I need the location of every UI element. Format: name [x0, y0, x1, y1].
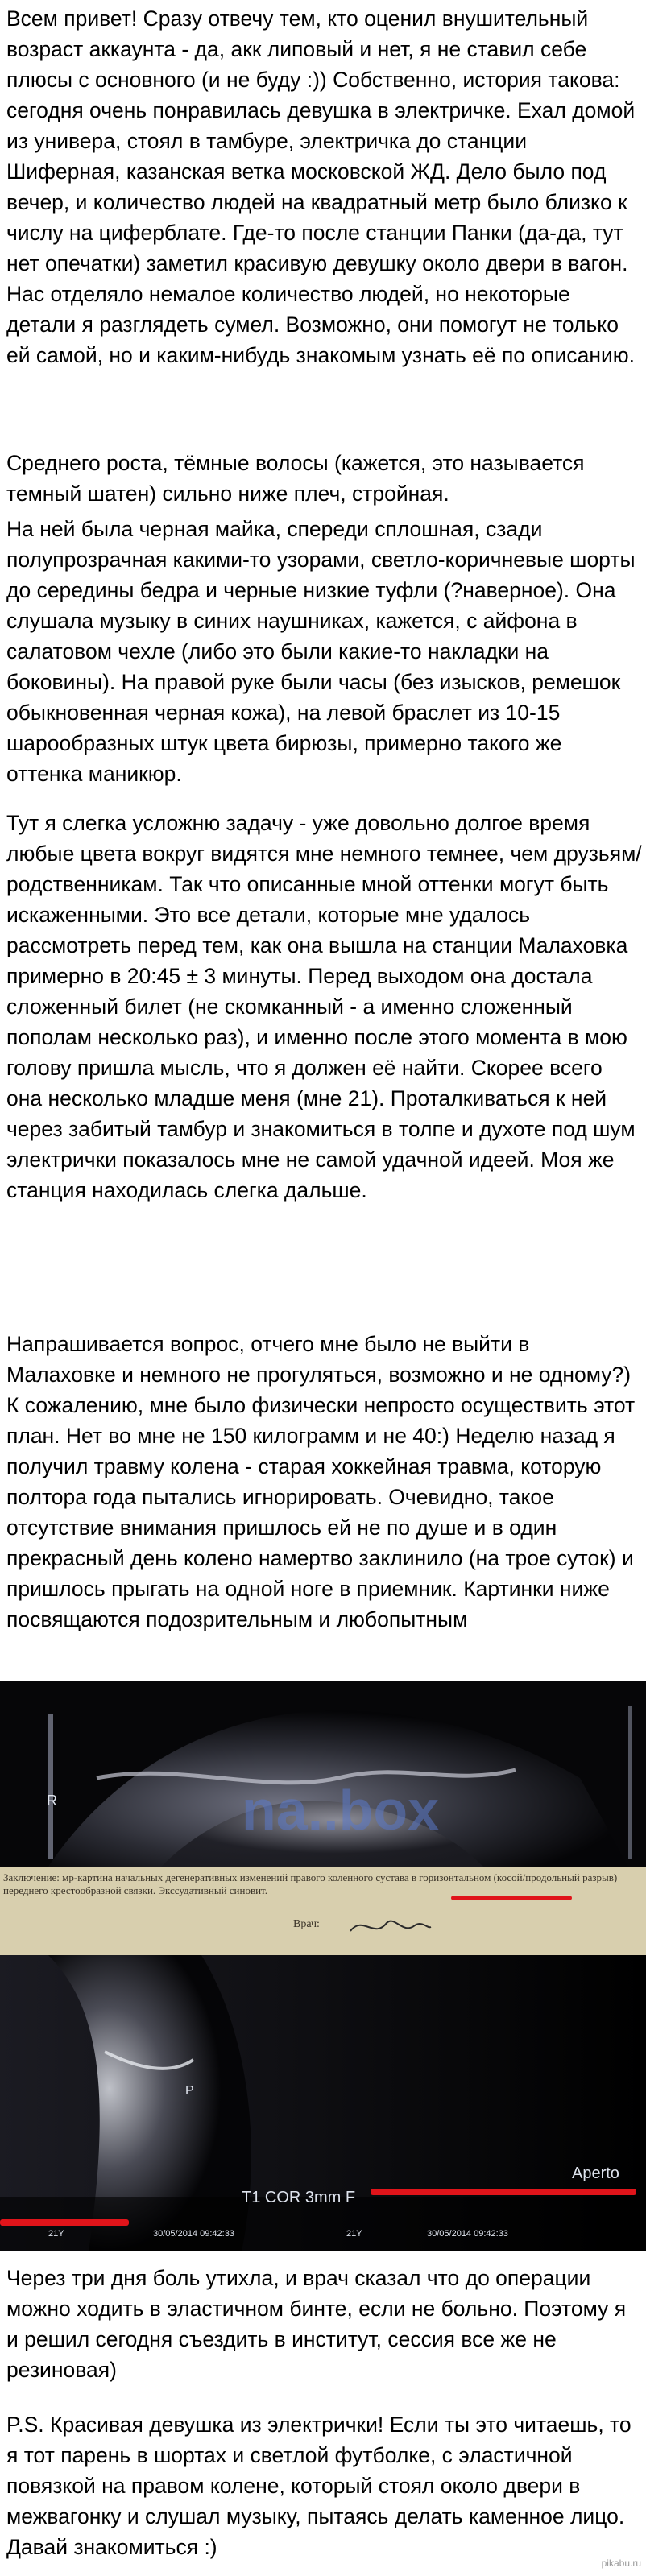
paragraph-appearance: Среднего роста, тёмные волосы (кажется, это называется темный шатен) сильно ниже плеч, стройная.: [6, 451, 585, 506]
site-watermark: pikabu.ru: [601, 2557, 641, 2569]
paragraph-clothes: На ней была черная майка, спереди сплошная, сзади полупрозрачная какими-то узорами, светло-коричневые шорты до середины бедра и черные низкие туфли (?наверное). Она слушала музыку в синих наушниках, кажется, с айфона в салатовом чехле (либо это были какие-то накладки на боковины). На правой руке были часы (без изысков, ремешок обыкновенная черная кожа), на левой браслет из 10-15 шарообразных штук цвета бирюзы, примерно такого же оттенка маникюр.: [6, 517, 636, 786]
paragraph-details: Тут я слегка усложню задачу - уже довольно долгое время любые цвета вокруг видятся мне немного темнее, чем друзьям/родственникам. Так что описанные мной оттенки могут быть искаженными. Это все детали, которые мне удалось рассмотреть перед тем, как она вышла на станции Малаховка примерно в 20:45 ± 3 минуты. Перед выходом она достала сложенный билет (не скомканный - а именно сложенный пополам несколько раз), и именно после этого момента в мою голову пришла мысль, что я должен её найти. Скорее всего она несколько младше меня (мне 21). Проталкиваться к ней через забитый тамбур и знакомиться в толпе и духоте под шум электрички показалось мне не самой удачной идеей. Моя же станция находилась слегка дальше.: [6, 811, 642, 1202]
mri-bottom-side-label: P: [185, 2084, 194, 2098]
mri-watermark-text: na..box: [242, 1779, 440, 1842]
mri-code-left: 21Y: [48, 2229, 64, 2239]
paragraph-intro: Всем привет! Сразу отвечу тем, кто оценил внушительный возраст аккаунта - да, акк липовый и нет, я не ставил себе плюсы с основного (и не буду :)) Собственно, история такова: сегодня очень понравилась девушка в электричке. Ехал домой из универа, стоял в тамбуре, электричка до станции Шиферная, казанская ветка московской ЖД. Дело было под вечер, и количество людей на квадратный метр было близко к числу на циферблате. Где-то после станции Панки (да-да, тут нет опечатки) заметил красивую девушку около двери в вагон. Нас отделяло немалое количество людей, но некоторые детали я разглядеть сумел. Возможно, они помогут не только ей самой, но и каким-нибудь знакомым узнать её по описанию.: [6, 6, 636, 367]
mri-timestamp-left: 30/05/2014 09:42:33: [153, 2229, 234, 2239]
mri-side-label: R: [47, 1792, 57, 1809]
medical-report-strip: [0, 1867, 646, 1955]
report-conclusion-text: Заключение: мр-картина начальных дегенеративных изменений правого коленного сустава в горизонтальном (косой/продольный разрыв) переднего крестообразной связки. Экссудативный синовит.: [3, 1871, 618, 1896]
mri-timestamp-right: 30/05/2014 09:42:33: [427, 2229, 508, 2239]
paragraph-recovery: Через три дня боль утихла, и врач сказал что до операции можно ходить в эластичном бинте, если не больно. Поэтому я и решил сегодня съездить в институт, сессия все же не резиновая): [6, 2266, 627, 2382]
paragraph-injury: Напрашивается вопрос, отчего мне было не выйти в Малаховке и немного не прогуляться, возможно и не одному?) К сожалению, мне было физически непросто осуществить этот план. Нет во мне не 150 килограмм и не 40:) Неделю назад я получил травму колена - старая хоккейная травма, которую полтора года пытались игнорировать. Очевидно, такое отсутствие внимания пришлось ей не по душе и в один прекрасный день колено намертво заклинило (на трое суток) и пришлось прыгать на одной ноге в приемник. Картинки ниже посвящаются подозрительным и любопытным: [6, 1332, 636, 1631]
mri-scan-top-image: [0, 1681, 646, 1867]
report-doctor-label: Врач:: [293, 1918, 320, 1930]
doctor-signature-icon: [346, 1911, 435, 1943]
mri-brand-label: Aperto: [572, 2165, 619, 2182]
redaction-mark: [371, 2189, 636, 2195]
redaction-mark: [0, 2219, 129, 2226]
redaction-mark: [451, 1896, 572, 1900]
mri-code-right: 21Y: [346, 2229, 362, 2239]
paragraph-ps: P.S. Красивая девушка из электрички! Если ты это читаешь, то я тот парень в шортах и светлой футболке, с эластичной повязкой на правом колене, который стоял около двери в межвагонку и слушал музыку, пытаясь делать каменное лицо. Давай знакомиться :): [6, 2413, 632, 2559]
mri-scan-bottom-image: [0, 1955, 646, 2251]
mri-series-label: T1 COR 3mm F: [242, 2189, 356, 2206]
